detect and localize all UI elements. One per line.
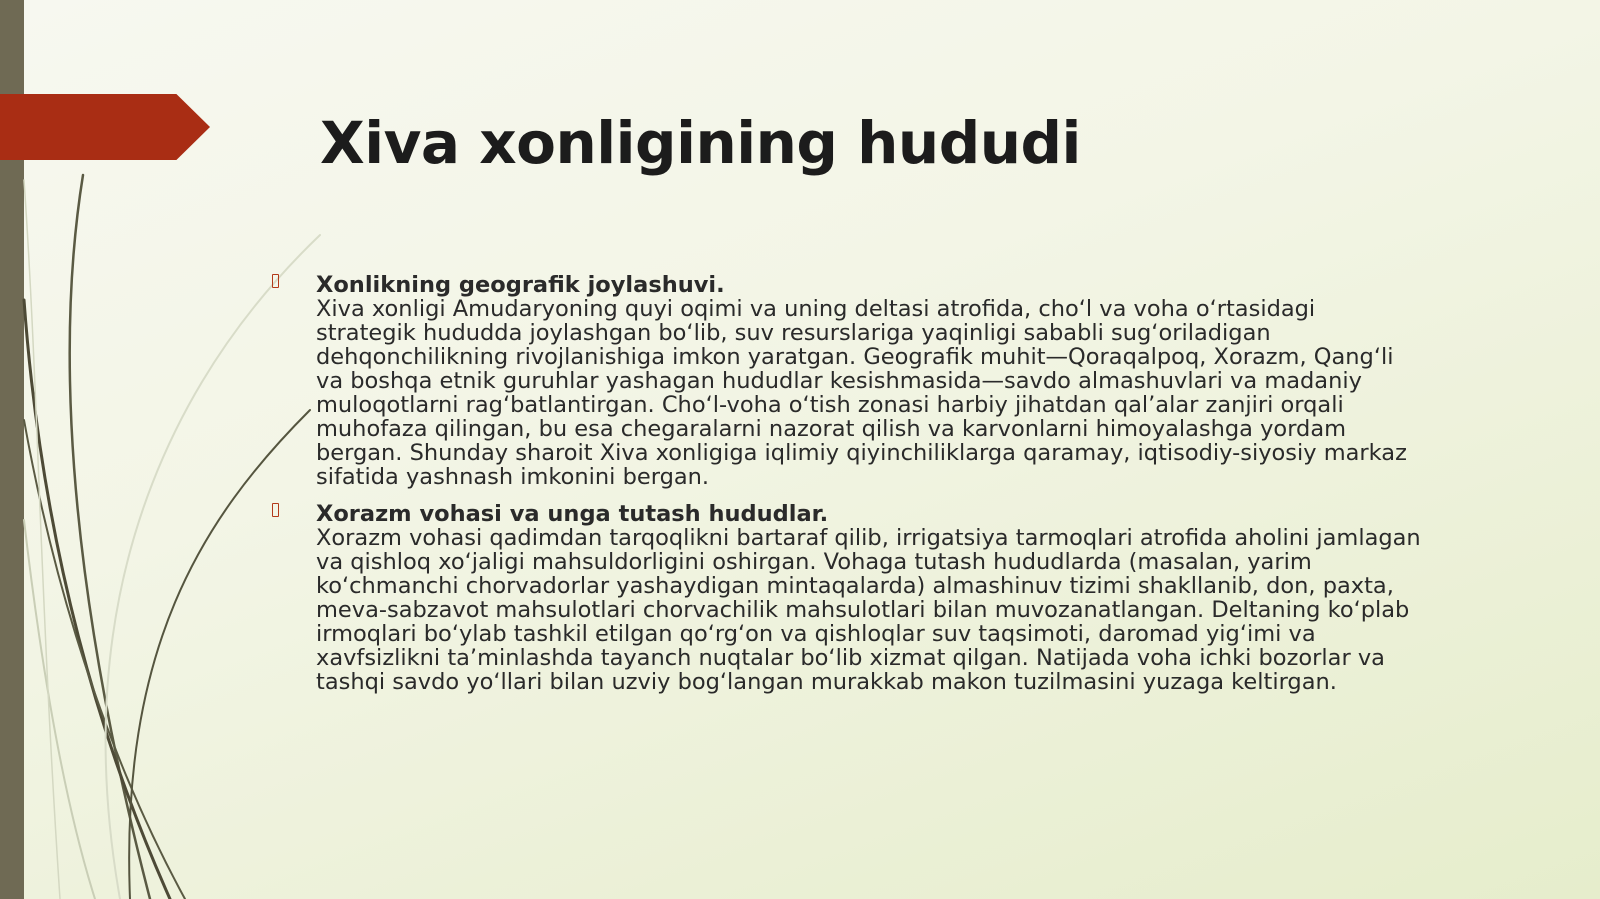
slide-title: Xiva xonligining hududi	[320, 109, 1081, 177]
point-heading: Xorazm vohasi va unga tutash hududlar.	[316, 501, 829, 527]
bullet-icon	[272, 274, 279, 288]
slide-content	[272, 273, 1422, 707]
point-body: Xorazm vohasi qadimdan tarqoqlikni bartaraf qilib, irrigatsiya tarmoqlari atrofida aholini jamlagan va qishloq xo‘jaligi mahsuldorligini oshirgan. Vohaga tutash hududlarda (masalan, yarim ko‘chmanchi chorvadorlar yashaydigan mintaqalarda) almashinuv tizimi shakllanib, don, paxta, meva-sabzavot mahsulotlari chorvachilik mahsulotlari bilan muvozanatlangan. Deltaning ko‘plab irmoqlari bo‘ylab tashkil etilgan qo‘rg‘on va qishloqlar suv taqsimoti, daromad yig‘imi va xavfsizlikni ta’minlashda tayanch nuqtalar bo‘lib xizmat qilgan. Natijada voha ichki bozorlar va tashqi savdo yo‘llari bilan uzviy bog‘langan murakkab makon tuzilmasini yuzaga keltirgan.	[316, 525, 1421, 695]
list-item	[272, 273, 1422, 489]
title-accent-arrow	[0, 94, 210, 160]
point-heading: Xonlikning geografik joylashuvi.	[316, 272, 725, 298]
bullet-icon	[272, 503, 279, 517]
point-body: Xiva xonligi Amudaryoning quyi oqimi va uning deltasi atrofida, cho‘l va voha o‘rtasidagi strategik hududda joylashgan bo‘lib, suv resurslariga yaqinligi sababli sug‘oriladigan dehqonchilikning rivojlanishiga imkon yaratgan. Geografik muhit—Qoraqalpoq, Xorazm, Qang‘li va boshqa etnik guruhlar yashagan hududlar kesishmasida—savdo almashuvlari va madaniy muloqotlarni rag‘batlantirgan. Cho‘l-voha o‘tish zonasi harbiy jihatdan qal’alar zanjiri orqali muhofaza qilingan, bu esa chegaralarni nazorat qilish va karvonlarni himoyalashga yordam bergan. Shunday sharoit Xiva xonligiga iqlimiy qiyinchiliklarga qaramay, iqtisodiy-siyosiy markaz sifatida yashnash imkonini bergan.	[316, 296, 1407, 490]
list-item	[272, 502, 1422, 694]
